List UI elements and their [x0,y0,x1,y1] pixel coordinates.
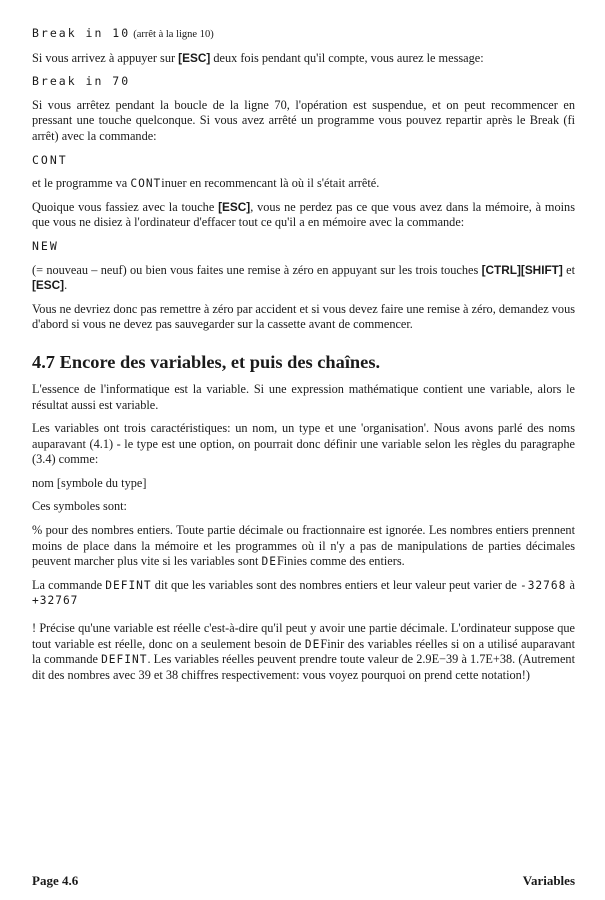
defint-inline-code: DEFINT [105,578,152,592]
def-inline-code: DE [304,637,321,651]
text-run: La commande [32,577,106,592]
text-run: . Les variables réelles peuvent prendre toute valeur de 2.9E−39 à 1.7E+38. (Autrement dit des nombres avec 39 et 38 chiffres respectivement: vous voyez pourquoi on prend cette notation!) [32,652,575,682]
new-code: NEW [32,238,59,253]
break-10-code: Break in 10 [32,26,131,40]
text-run: et [562,262,576,277]
paragraph-defint [32,578,575,609]
text-run: deux fois pendant qu'il compte, vous aurez le message: [210,50,484,65]
text-run: Finir des variables réelles si on a utilisé auparavant la commande [32,636,575,667]
text-run: inuer en recommencant là où il s'était arrêté. [161,176,380,191]
max-value-code: +32767 [32,594,79,608]
text-run: ! Précise qu'une variable est réelle c'est-à-dire qu'il peut y avoir une partie décimale. L'ordinateur suppose que tout variable est réelle, donc on a seulement besoin de [32,621,575,651]
text-run: à [566,577,575,592]
text-run: . [64,278,68,293]
paragraph-reset [32,263,575,294]
text-run: Si vous arrivez à appuyer sur [32,50,179,65]
section-heading: 4.7 Encore des variables, et puis des chaînes. [32,351,381,372]
paragraph-loop-stop: Si vous arrêtez pendant la boucle de la ligne 70, l'opération est suspendue, et on peut recommencer en pressant une touche quelconque. Si vous avez arrêté un programme vous pouvez repartir après le Break (fi arrêt) avec la commande: [32,97,575,143]
paragraph-characteristics: Les variables ont trois caractéristiques: un nom, un type et une 'organisation'. Nous avons parlé des noms auparavant (4.1) - le type est une option, on pourrait donc définir une variable selon les règles du paragraphe (3.4) comme: [32,421,575,467]
paragraph-esc-memory [32,200,575,231]
text-run: Quoique vous fassiez avec la touche [32,199,219,214]
cont-code: CONT [32,152,68,167]
code-cont [32,153,575,169]
text-run: dit que les variables sont des nombres entiers et leur valeur peut varier de [151,577,520,592]
paragraph-integers [32,523,575,570]
paragraph-real [32,621,575,683]
paragraph-reset-warning: Vous ne devriez donc pas remettre à zéro par accident et si vous devez faire une remise à zéro, demandez vous d'abord si vous ne devez pas sauvegarder sur la cassette avant de commencer. [32,301,575,332]
min-value-code: -32768 [519,578,567,592]
text-run: % pour des nombres entiers. Toute partie décimale ou fractionnaire est ignorée. Les nombres entiers prennent moins de place dans la mémoire et les programmes où il n'y a pas de manipulations de parties décimales peuvent marcher plus vite si les variables sont [32,523,575,569]
break-10-note: (arrêt à la ligne 10) [133,29,214,40]
paragraph-essence: L'essence de l'informatique est la variable. Si une expression mathématique contient une variable, alors le résultat aussi est variable. [32,381,575,412]
code-break-70 [32,74,575,90]
section-name: Variables [522,873,575,888]
esc-key-label: [ESC] [32,278,65,293]
page-footer [32,873,575,889]
code-new [32,239,575,255]
page-number: Page 4.6 [32,873,79,888]
paragraph-symbols-intro: Ces symboles sont: [32,499,127,514]
paragraph-syntax: nom [symbole du type] [32,475,147,490]
def-inline-code: DE [261,555,277,569]
code-break-10 [32,26,575,43]
paragraph-continue [32,176,575,192]
page-body [32,26,575,691]
defint-inline-code: DEFINT [101,653,148,667]
esc-key-label: [ESC] [218,199,251,214]
text-run: , vous ne perdez pas ce que vous avez dans la mémoire, à moins que vous ne disiez à l'ordinateur d'effacer tout ce qu'il a en mémoire avec la commande: [32,199,575,230]
text-run: (= nouveau – neuf) ou bien vous faites une remise à zéro en appuyant sur les trois touches [32,262,482,277]
text-run: et le programme va [32,176,131,191]
ctrl-shift-key-label: [CTRL][SHIFT] [481,262,563,277]
text-run: Finies comme des entiers. [276,554,405,569]
esc-key-label: [ESC] [178,50,211,65]
paragraph-esc-twice [32,51,575,67]
break-70-code: Break in 70 [32,74,131,89]
cont-inline-code: CONT [130,177,162,191]
